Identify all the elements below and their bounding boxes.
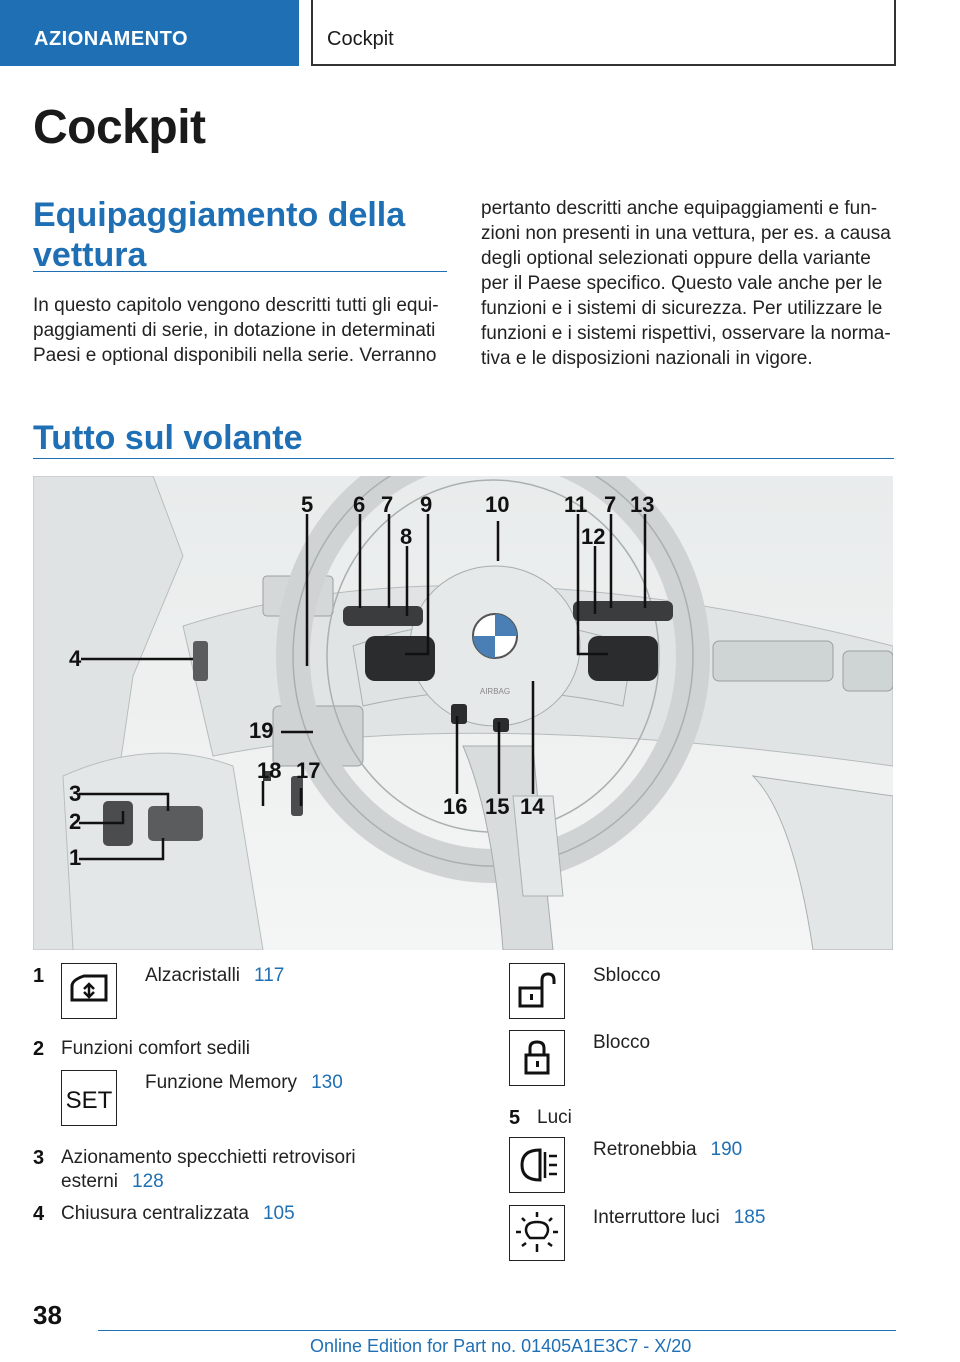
legend-label: Alzacristalli 117 (145, 965, 285, 986)
callout-4: 4 (69, 646, 82, 671)
set-memory-icon (61, 1070, 117, 1126)
chapter-tab: Cockpit (311, 0, 896, 66)
equipment-heading: Equipaggiamento della vettura (33, 196, 406, 274)
page-title: Cockpit (33, 101, 206, 154)
page-ref: 190 (710, 1139, 743, 1160)
airbag-label: AIRBAG (479, 687, 511, 696)
callout-1: 1 (69, 845, 82, 870)
page-ref: 185 (733, 1207, 766, 1228)
item-number: 5 (509, 1107, 521, 1129)
callout-9: 9 (420, 492, 433, 517)
callout-19: 19 (249, 718, 274, 743)
callout-8: 8 (400, 524, 413, 549)
legend-label: Funzioni comfort sedili (61, 1038, 251, 1059)
callout-18: 18 (257, 758, 282, 783)
rear-fog-light-icon (509, 1137, 565, 1193)
callout-5: 5 (301, 492, 314, 517)
callout-7b: 7 (604, 492, 617, 517)
lock-icon (509, 1030, 565, 1086)
callout-6: 6 (353, 492, 366, 517)
light-switch-icon (509, 1205, 565, 1261)
legend-label: Interruttore luci 185 (593, 1207, 766, 1228)
callout-16: 16 (443, 794, 468, 819)
legend-label: esterni 128 (61, 1171, 164, 1192)
equipment-text-right: pertanto descritti anche equipaggiamenti e fun-zioni non presenti in una vettura, per es. a causa degli optional selezionati oppure della variante per il Paese specifico. Questo vale anche per le funzioni e i sistemi di sicurezza. Per utilizzare le funzioni e i sistemi rispettivi, osservare la norma-tiva e le disposizioni nazionali in vigore. (481, 198, 891, 369)
cockpit-drawing (33, 476, 893, 950)
legend-label: Luci (537, 1107, 572, 1128)
callout-3: 3 (69, 781, 82, 806)
heading-rule (33, 271, 447, 272)
cockpit-illustration (33, 476, 893, 950)
item-number: 3 (33, 1147, 45, 1169)
legend-label: Blocco (593, 1032, 651, 1053)
section-tab: AZIONAMENTO (0, 0, 299, 66)
unlock-icon (509, 963, 565, 1019)
page-ref: 105 (262, 1203, 295, 1224)
legend-label: Chiusura centralizzata 105 (61, 1203, 295, 1224)
callout-2: 2 (69, 809, 82, 834)
item-number: 2 (33, 1038, 45, 1060)
callout-10: 10 (485, 492, 510, 517)
footer-edition: Online Edition for Part no. 01405A1E3C7 - X/20 (310, 1336, 692, 1356)
steering-heading: Tutto sul volante (33, 419, 303, 457)
window-lift-icon (61, 963, 117, 1019)
page-ref: 128 (132, 1171, 164, 1192)
legend-label: Azionamento specchietti retrovisori (61, 1147, 356, 1168)
callout-14: 14 (520, 794, 545, 819)
item-number: 1 (33, 965, 45, 987)
callout-12: 12 (581, 524, 606, 549)
callout-15: 15 (485, 794, 510, 819)
legend-label: Sblocco (593, 965, 661, 986)
footer-rule (98, 1330, 896, 1331)
heading-rule (33, 458, 894, 459)
callout-11: 11 (564, 492, 588, 517)
callout-7: 7 (381, 492, 394, 517)
page-number: 38 (33, 1300, 62, 1330)
callout-13: 13 (630, 492, 655, 517)
svg-text:SET: SET (65, 1087, 113, 1114)
legend-label: Retronebbia 190 (593, 1139, 743, 1160)
item-number: 4 (33, 1203, 45, 1225)
callout-17: 17 (296, 758, 321, 783)
equipment-text-left: In questo capitolo vengono descritti tutti gli equi-paggiamenti di serie, in dotazione in determinati Paesi e optional disponibili nella serie. Verranno (33, 295, 439, 366)
page-ref: 117 (254, 965, 285, 986)
page-ref: 130 (311, 1072, 343, 1093)
legend-label: Funzione Memory 130 (145, 1072, 343, 1093)
